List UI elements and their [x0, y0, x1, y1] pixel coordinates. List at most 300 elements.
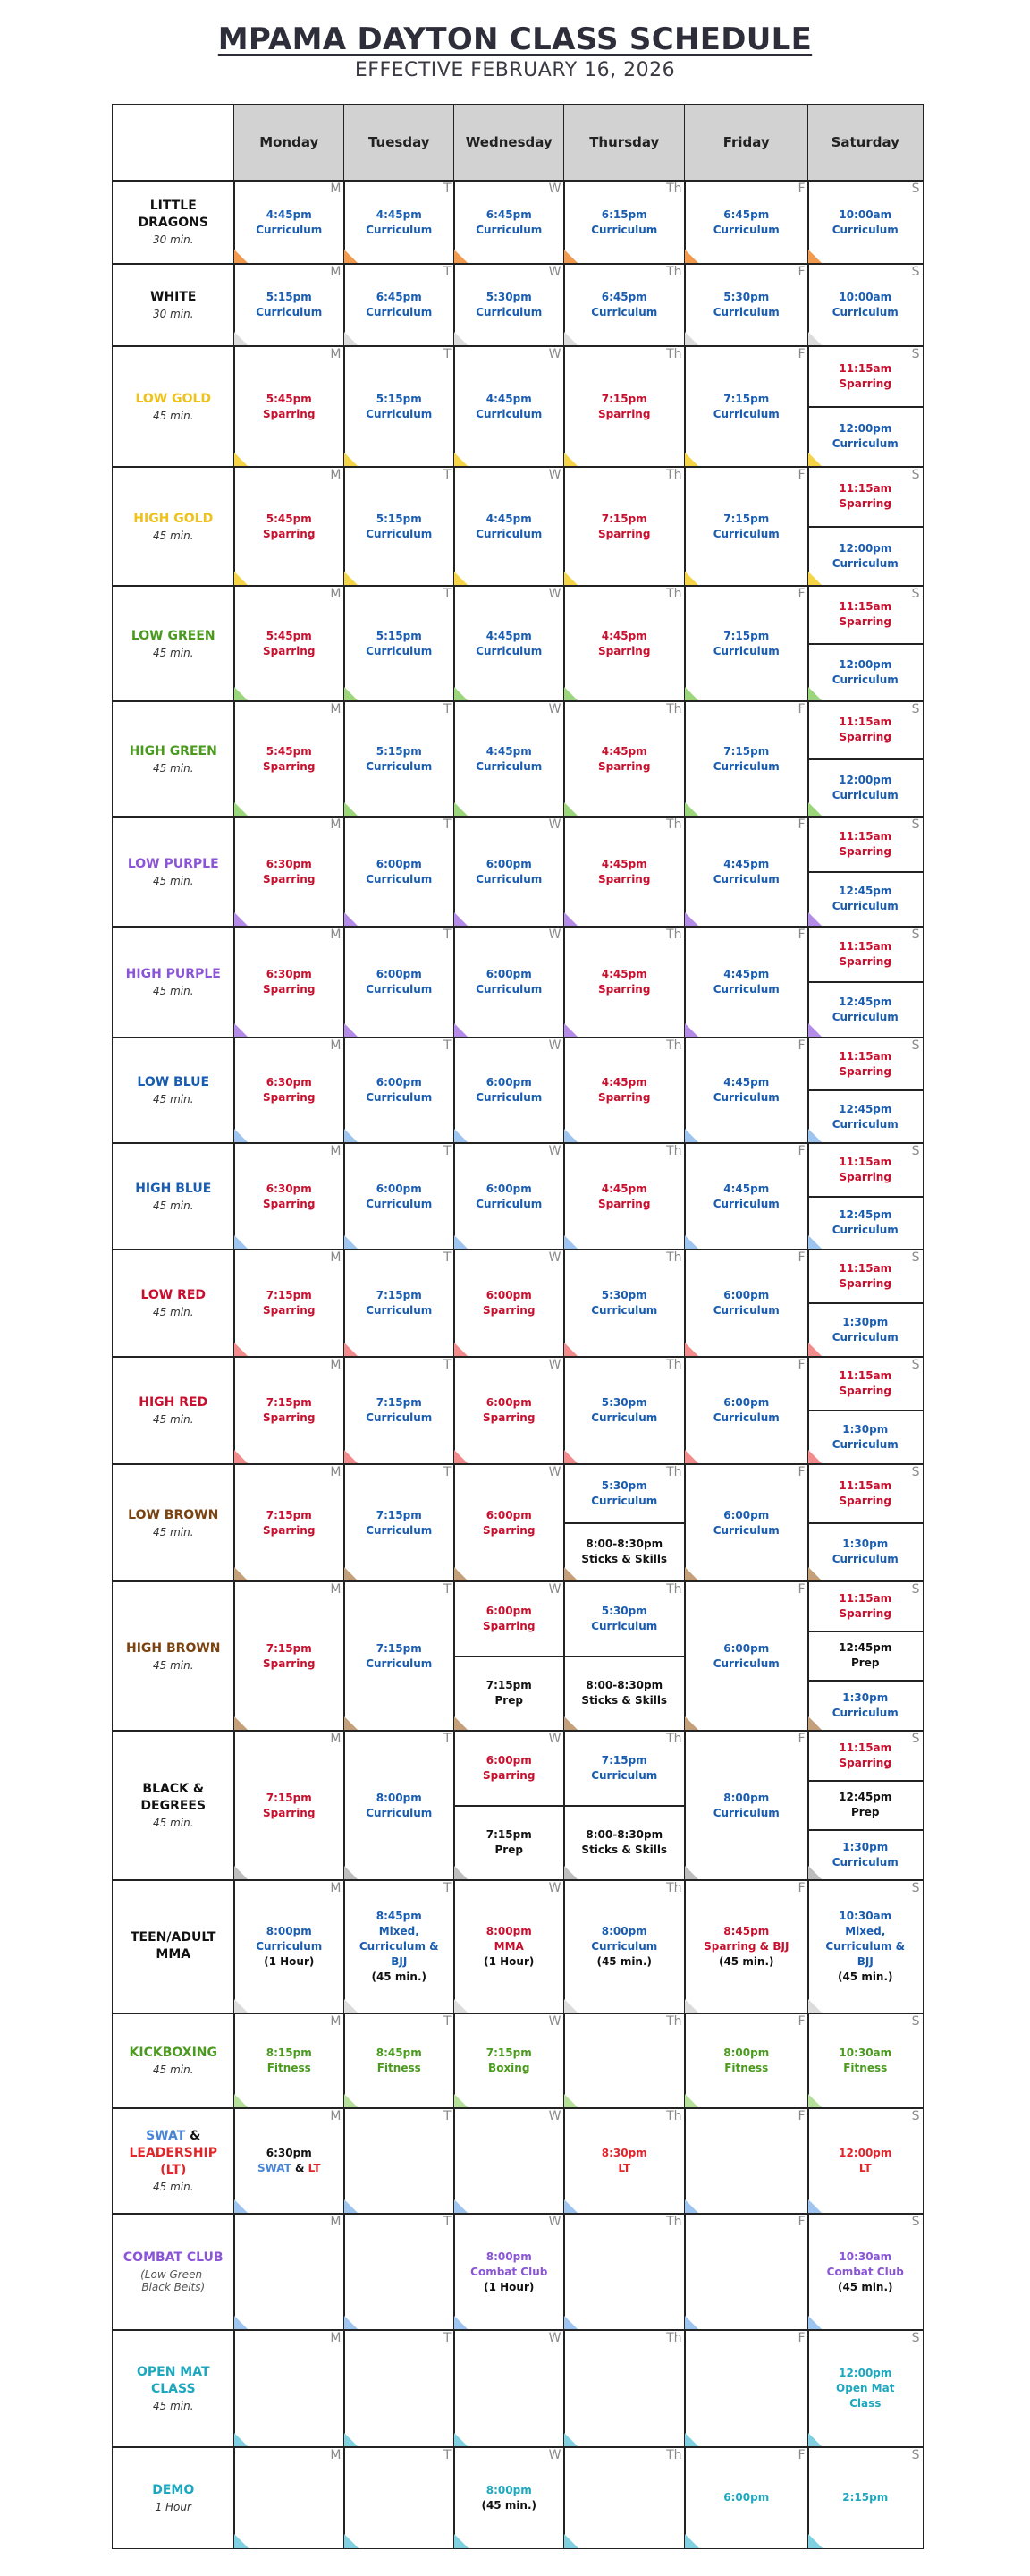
class-slot[interactable]	[564, 1357, 685, 1464]
day-letter: S	[911, 1465, 920, 1479]
day-letter: M	[330, 1881, 342, 1895]
slot-text: (1 Hour)	[484, 1955, 535, 1968]
slot-text: MMA	[494, 1940, 524, 1953]
day-letter: Th	[666, 1881, 682, 1895]
slot-text: Curriculum	[713, 1523, 780, 1537]
slot-text: 7:15pm	[266, 1289, 312, 1301]
day-letter: F	[798, 1582, 806, 1597]
schedule-cell-wednesday	[453, 2329, 565, 2448]
day-letter: S	[911, 928, 920, 942]
slot-text: 8:00-8:30pm	[586, 1538, 663, 1551]
schedule-cell-tuesday	[343, 2329, 455, 2448]
class-slot[interactable]	[344, 1581, 454, 1731]
class-slot[interactable]	[564, 346, 685, 467]
day-letter: M	[330, 1465, 342, 1479]
class-slot[interactable]	[454, 1250, 564, 1357]
day-letter: T	[443, 2109, 452, 2123]
slot-text: Curriculum	[476, 527, 543, 540]
class-slot[interactable]	[808, 1581, 923, 1631]
class-slot[interactable]	[685, 1581, 808, 1731]
slot-text: 8:00pm	[376, 1791, 422, 1804]
class-slot[interactable]	[808, 1197, 923, 1250]
class-slot[interactable]	[234, 1880, 344, 2013]
class-slot[interactable]	[454, 264, 564, 346]
slot-text: 6:00pm	[723, 1396, 770, 1409]
slot-divider	[454, 1656, 564, 1657]
schedule-cell-friday	[684, 2107, 809, 2215]
class-slot[interactable]	[234, 1357, 344, 1464]
schedule-cell-saturday	[807, 263, 924, 347]
slot-text: 7:15pm	[266, 1791, 312, 1804]
slot-text: Sparring	[263, 1806, 316, 1819]
class-slot[interactable]	[564, 701, 685, 817]
class-slot[interactable]	[234, 1250, 344, 1357]
day-letter: T	[443, 1582, 452, 1597]
slot-text: Curriculum	[366, 407, 433, 420]
class-slot[interactable]	[344, 1731, 454, 1880]
class-slot[interactable]	[808, 1090, 923, 1143]
class-slot[interactable]	[454, 346, 564, 467]
slot-divider	[564, 1805, 685, 1807]
class-slot[interactable]	[808, 1830, 923, 1880]
class-slot[interactable]	[454, 1038, 564, 1143]
slot-text: Sparring	[839, 1494, 891, 1507]
class-slot[interactable]	[685, 2447, 808, 2548]
day-letter: S	[911, 2448, 920, 2462]
schedule-cell-tuesday	[343, 180, 455, 265]
slot-text: Curriculum &	[359, 1940, 439, 1953]
schedule-cell-friday	[684, 1463, 809, 1582]
day-letter: S	[911, 2215, 920, 2229]
class-slot[interactable]	[808, 2214, 923, 2330]
slot-text: (45 min.)	[718, 1955, 774, 1968]
class-slot[interactable]	[454, 2447, 564, 2548]
class-name: DRAGONS	[138, 216, 208, 231]
class-slot[interactable]	[808, 817, 923, 872]
class-slot[interactable]	[234, 1731, 344, 1880]
day-letter: T	[443, 265, 452, 279]
slot-text: 10:30am	[839, 2250, 892, 2263]
class-row-header	[112, 1249, 235, 1358]
slot-text: 6:00pm	[376, 968, 422, 980]
class-slot[interactable]	[344, 586, 454, 701]
slot-text: Sparring	[598, 1197, 651, 1210]
class-slot[interactable]	[685, 1357, 808, 1464]
slot-text: Curriculum	[366, 1523, 433, 1537]
class-slot[interactable]	[808, 1781, 923, 1831]
class-slot[interactable]	[808, 759, 923, 818]
class-slot[interactable]	[808, 701, 923, 759]
schedule-cell-friday	[684, 1037, 809, 1144]
class-slot[interactable]	[685, 927, 808, 1038]
class-name: KICKBOXING	[129, 2046, 217, 2061]
class-slot[interactable]	[454, 2013, 564, 2108]
class-slot[interactable]	[234, 586, 344, 701]
class-slot[interactable]	[454, 927, 564, 1038]
slot-text: Curriculum	[591, 1304, 658, 1317]
class-slot[interactable]	[234, 701, 344, 817]
class-slot[interactable]	[344, 927, 454, 1038]
class-slot[interactable]	[685, 2013, 808, 2108]
slot-text: 12:00pm	[839, 773, 892, 786]
class-slot[interactable]	[564, 1464, 685, 1523]
slot-text: Curriculum	[256, 306, 323, 318]
slot-text: Prep	[851, 1657, 880, 1670]
class-duration: 1 Hour	[155, 2500, 191, 2513]
day-letter: S	[911, 347, 920, 361]
class-duration: (Low Green-Black Belts)	[140, 2268, 207, 2294]
class-slot[interactable]	[808, 1303, 923, 1357]
class-slot[interactable]	[454, 1464, 564, 1581]
class-slot[interactable]	[685, 1880, 808, 2013]
class-slot[interactable]	[454, 817, 564, 927]
class-slot[interactable]	[808, 1880, 923, 2013]
schedule-cell-saturday	[807, 1249, 924, 1358]
day-letter: S	[911, 2109, 920, 2123]
class-slot[interactable]	[564, 181, 685, 264]
class-slot[interactable]	[344, 1357, 454, 1464]
slot-text: 6:00pm	[723, 2491, 770, 2504]
class-slot[interactable]	[454, 2214, 564, 2330]
class-slot[interactable]	[564, 467, 685, 586]
slot-text: 8:00pm	[266, 1925, 312, 1937]
class-slot[interactable]	[454, 1880, 564, 2013]
class-slot[interactable]	[454, 1143, 564, 1250]
class-slot[interactable]	[564, 2108, 685, 2214]
slot-text: 8:00pm	[601, 1925, 647, 1937]
class-slot[interactable]	[808, 586, 923, 644]
class-slot[interactable]	[808, 982, 923, 1038]
class-slot[interactable]	[564, 1143, 685, 1250]
class-slot[interactable]	[808, 527, 923, 587]
day-letter: T	[443, 1465, 452, 1479]
class-slot[interactable]	[454, 701, 564, 817]
class-row-header	[112, 1879, 235, 2014]
slot-text: 8:00pm	[485, 1925, 532, 1937]
day-letter: S	[911, 265, 920, 279]
day-letter: F	[798, 587, 806, 601]
class-slot[interactable]	[685, 1464, 808, 1581]
class-slot[interactable]	[564, 1523, 685, 1582]
class-name: HIGH PURPLE	[125, 967, 221, 982]
class-slot[interactable]	[808, 2013, 923, 2108]
schedule-cell-thursday	[563, 345, 686, 468]
class-slot[interactable]	[454, 1806, 564, 1881]
class-slot[interactable]	[564, 1581, 685, 1657]
class-name: HIGH BROWN	[125, 1640, 221, 1656]
class-name: TEEN/ADULT	[131, 1930, 216, 1945]
header-corner-cell	[112, 104, 235, 182]
class-slot[interactable]	[454, 1731, 564, 1806]
class-slot[interactable]	[454, 586, 564, 701]
class-slot[interactable]	[808, 2108, 923, 2214]
slot-text: 11:15am	[839, 600, 892, 614]
class-slot[interactable]	[344, 1880, 454, 2013]
slot-text: 8:00pm	[723, 1791, 770, 1804]
class-slot[interactable]	[344, 181, 454, 264]
class-slot[interactable]	[344, 701, 454, 817]
class-slot[interactable]	[344, 264, 454, 346]
class-name: BLACK &	[142, 1782, 205, 1797]
slot-text: 8:45pm	[376, 1910, 422, 1922]
day-letter: S	[911, 1144, 920, 1158]
page-subtitle: EFFECTIVE FEBRUARY 16, 2026	[354, 59, 676, 81]
slot-text: Curriculum	[713, 1091, 780, 1104]
schedule-cell-friday	[684, 1580, 809, 1732]
schedule-cell-monday	[233, 345, 345, 468]
slot-text: 6:00pm	[485, 1753, 532, 1767]
slot-text: 6:30pm	[266, 1182, 312, 1195]
class-slot[interactable]	[234, 2013, 344, 2108]
slot-text: Sparring	[263, 1411, 316, 1424]
class-slot[interactable]	[564, 1657, 685, 1732]
schedule-cell-friday	[684, 700, 809, 818]
belt-color-corner	[685, 2316, 699, 2330]
class-slot[interactable]	[234, 2108, 344, 2214]
class-duration: 45 min.	[152, 1525, 194, 1538]
class-duration: 45 min.	[152, 1093, 194, 1106]
slot-text: 12:45pm	[839, 885, 892, 898]
class-slot[interactable]	[808, 181, 923, 264]
class-slot[interactable]	[234, 346, 344, 467]
class-slot[interactable]	[344, 1250, 454, 1357]
day-header-saturday: Saturday	[807, 104, 924, 182]
class-slot[interactable]	[234, 264, 344, 346]
class-slot[interactable]	[564, 817, 685, 927]
class-slot[interactable]	[234, 1581, 344, 1731]
class-slot[interactable]	[808, 1631, 923, 1682]
class-row-header	[112, 345, 235, 468]
schedule-cell-friday	[684, 2329, 809, 2448]
slot-text: 4:45pm	[601, 629, 647, 642]
class-slot[interactable]	[564, 264, 685, 346]
class-row-header	[112, 585, 235, 702]
slot-text: 11:15am	[839, 829, 892, 843]
class-slot[interactable]	[454, 1657, 564, 1732]
slot-text: (45 min.)	[596, 1955, 653, 1968]
slot-text: 11:15am	[839, 1369, 892, 1382]
class-slot[interactable]	[685, 817, 808, 927]
class-slot[interactable]	[808, 1038, 923, 1090]
class-slot[interactable]	[344, 1038, 454, 1143]
class-name: DEGREES	[140, 1799, 207, 1814]
class-slot[interactable]	[234, 1464, 344, 1581]
class-slot[interactable]	[234, 1038, 344, 1143]
class-slot[interactable]	[234, 817, 344, 927]
day-letter: Th	[666, 928, 682, 942]
class-slot[interactable]	[234, 181, 344, 264]
class-duration: 45 min.	[152, 1658, 194, 1672]
class-slot[interactable]	[808, 2447, 923, 2548]
schedule-cell-thursday	[563, 263, 686, 347]
class-slot[interactable]	[685, 701, 808, 817]
day-letter: W	[548, 1250, 561, 1265]
schedule-cell-tuesday	[343, 2012, 455, 2109]
slot-text: Sparring & BJJ	[704, 1940, 789, 1953]
class-slot[interactable]	[564, 927, 685, 1038]
day-letter: T	[443, 818, 452, 832]
class-slot[interactable]	[564, 1731, 685, 1806]
slot-divider	[808, 1780, 923, 1782]
class-slot[interactable]	[564, 1806, 685, 1881]
day-letter: M	[330, 2109, 342, 2123]
class-slot[interactable]	[808, 1250, 923, 1303]
class-slot[interactable]	[685, 1143, 808, 1250]
slot-divider	[808, 871, 923, 873]
class-slot[interactable]	[685, 264, 808, 346]
day-letter: M	[330, 468, 342, 482]
class-slot[interactable]	[808, 1143, 923, 1197]
slot-text: Curriculum	[713, 872, 780, 886]
class-slot[interactable]	[344, 2013, 454, 2108]
class-slot[interactable]	[808, 1357, 923, 1411]
slot-text: Curriculum	[366, 983, 433, 996]
class-slot[interactable]	[454, 467, 564, 586]
slot-text: 5:15pm	[376, 512, 422, 525]
slot-text: Curriculum	[832, 673, 899, 686]
class-slot[interactable]	[564, 1880, 685, 2013]
class-slot[interactable]	[808, 1681, 923, 1731]
class-slot[interactable]	[454, 1357, 564, 1464]
class-slot[interactable]	[808, 346, 923, 407]
class-slot[interactable]	[564, 1038, 685, 1143]
class-slot[interactable]	[808, 1731, 923, 1781]
class-slot[interactable]	[685, 1038, 808, 1143]
slot-text: 6:00pm	[723, 1508, 770, 1521]
class-row-header	[112, 2446, 235, 2549]
schedule-cell-tuesday	[343, 1463, 455, 1582]
slot-text	[258, 2161, 321, 2176]
slot-text: 4:45pm	[601, 1076, 647, 1089]
slot-text: Curriculum	[366, 1091, 433, 1104]
day-letter: F	[798, 1732, 806, 1746]
schedule-cell-saturday	[807, 816, 924, 928]
class-row-header	[112, 1730, 235, 1881]
day-letter: M	[330, 2215, 342, 2229]
class-slot[interactable]	[808, 1464, 923, 1523]
slot-text: 8:00-8:30pm	[586, 1828, 663, 1842]
schedule-cell-thursday	[563, 816, 686, 928]
slot-text: Sparring	[263, 407, 316, 420]
class-slot[interactable]	[344, 1143, 454, 1250]
slot-divider	[808, 1680, 923, 1682]
schedule-cell-thursday	[563, 466, 686, 587]
class-slot[interactable]	[564, 1250, 685, 1357]
slot-text: 11:15am	[839, 361, 892, 375]
class-slot[interactable]	[454, 1581, 564, 1657]
class-slot[interactable]	[685, 346, 808, 467]
class-slot[interactable]	[564, 586, 685, 701]
class-slot[interactable]	[344, 817, 454, 927]
day-letter: M	[330, 2331, 342, 2345]
class-slot[interactable]	[808, 927, 923, 982]
class-slot[interactable]	[808, 1523, 923, 1582]
class-row-header	[112, 466, 235, 587]
slot-text: Sparring	[839, 377, 891, 390]
day-letter: M	[330, 587, 342, 601]
class-slot[interactable]	[685, 1250, 808, 1357]
day-letter: T	[443, 587, 452, 601]
class-slot[interactable]	[685, 586, 808, 701]
class-slot[interactable]	[234, 927, 344, 1038]
class-slot[interactable]	[234, 1143, 344, 1250]
slot-text: (45 min.)	[371, 1970, 427, 1983]
class-slot[interactable]	[808, 644, 923, 702]
schedule-cell-thursday	[563, 2012, 686, 2109]
class-duration: 45 min.	[152, 409, 194, 422]
class-slot[interactable]	[808, 467, 923, 527]
slot-text: Sparring	[483, 1619, 536, 1632]
schedule-cell-tuesday	[343, 345, 455, 468]
belt-color-corner	[234, 2433, 249, 2447]
class-slot[interactable]	[808, 264, 923, 346]
day-letter: S	[911, 2331, 920, 2345]
class-slot[interactable]	[344, 467, 454, 586]
slot-text: 4:45pm	[601, 857, 647, 870]
day-letter: F	[798, 2448, 806, 2462]
day-letter: S	[911, 1358, 920, 1372]
day-letter: W	[548, 347, 561, 361]
slot-text: Sparring	[839, 1385, 891, 1397]
text-part: &	[291, 2162, 308, 2174]
slot-text: 8:00pm	[485, 2250, 532, 2263]
class-slot[interactable]	[685, 467, 808, 586]
class-slot[interactable]	[808, 1411, 923, 1464]
schedule-cell-tuesday	[343, 700, 455, 818]
slot-text: Curriculum	[366, 1657, 433, 1670]
class-slot[interactable]	[685, 181, 808, 264]
class-slot[interactable]	[808, 407, 923, 468]
schedule-cell-thursday	[563, 2446, 686, 2549]
schedule-cell-friday	[684, 263, 809, 347]
schedule-cell-thursday	[563, 1356, 686, 1465]
class-slot[interactable]	[234, 467, 344, 586]
slot-text: Sparring	[839, 1170, 891, 1183]
class-slot[interactable]	[454, 181, 564, 264]
class-slot[interactable]	[344, 346, 454, 467]
belt-color-corner	[344, 2433, 359, 2447]
slot-text: 7:15pm	[376, 1396, 422, 1409]
slot-text: (45 min.)	[837, 1970, 893, 1983]
day-letter: T	[443, 2215, 452, 2229]
class-duration: 45 min.	[152, 1199, 194, 1212]
class-slot[interactable]	[685, 1731, 808, 1880]
slot-text: 6:30pm	[266, 968, 312, 980]
day-letter: T	[443, 182, 452, 196]
class-slot[interactable]	[808, 2330, 923, 2447]
day-letter: S	[911, 1732, 920, 1746]
day-letter: T	[443, 347, 452, 361]
class-slot[interactable]	[344, 1464, 454, 1581]
slot-text: (1 Hour)	[484, 2280, 535, 2293]
slot-text: Sparring	[839, 1064, 891, 1078]
day-letter: F	[798, 818, 806, 832]
slot-text: Curriculum	[832, 1331, 899, 1343]
slot-text: Curriculum	[476, 1091, 543, 1104]
day-letter: Th	[666, 2109, 682, 2123]
schedule-cell-wednesday	[453, 2107, 565, 2215]
class-duration: 45 min.	[152, 2181, 194, 2194]
belt-color-corner	[344, 2199, 359, 2214]
slot-text: 7:15pm	[723, 512, 770, 525]
slot-text: 5:30pm	[601, 1604, 647, 1617]
schedule-cell-thursday	[563, 2213, 686, 2331]
schedule-cell-saturday	[807, 1730, 924, 1881]
slot-text: 12:45pm	[839, 1791, 892, 1804]
day-letter: T	[443, 702, 452, 716]
class-slot[interactable]	[808, 872, 923, 928]
class-name: LOW GREEN	[131, 628, 215, 643]
